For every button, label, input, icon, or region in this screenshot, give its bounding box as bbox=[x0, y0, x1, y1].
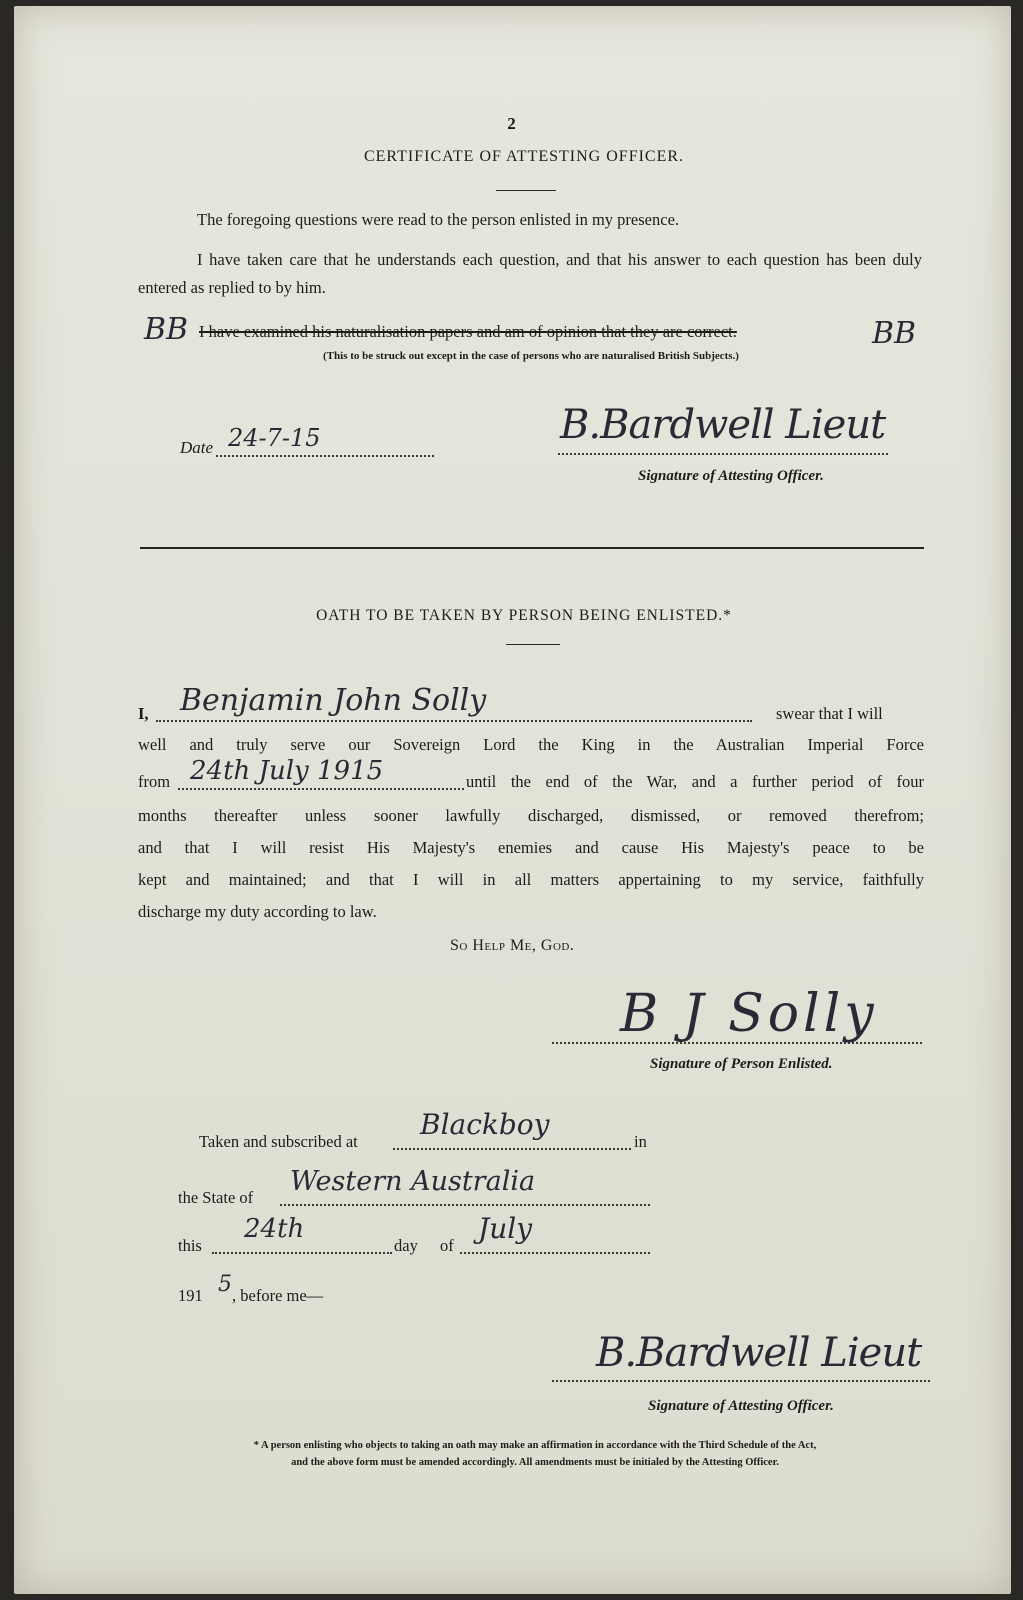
oath-line7: discharge my duty according to law. bbox=[138, 902, 377, 921]
certificate-para1: The foregoing questions were read to the person enlisted in my presence. bbox=[197, 210, 680, 229]
of-label: of bbox=[440, 1236, 454, 1255]
place-value: Blackboy bbox=[420, 1108, 550, 1141]
so-help-me-god: So Help Me, God. bbox=[450, 937, 575, 954]
certificate-title: CERTIFICATE OF ATTESTING OFFICER. bbox=[363, 148, 685, 165]
state-value: Western Australia bbox=[290, 1166, 536, 1197]
section-divider bbox=[140, 547, 924, 549]
day-value: 24th bbox=[244, 1214, 305, 1244]
oath-line6: kept and maintained; and that I will in all matters appertaining to my service, faithfully bbox=[138, 870, 924, 889]
oath-title-rule bbox=[506, 644, 560, 645]
year-digit: 5 bbox=[218, 1272, 232, 1297]
oath-line3-rest: until the end of the War, and a further period of four bbox=[466, 772, 924, 791]
name-dots bbox=[156, 720, 752, 722]
initials-left: BB bbox=[144, 312, 189, 347]
officer-signature-dots-2 bbox=[552, 1380, 930, 1382]
struck-note: (This to be struck out except in the case of persons who are naturalised British Subjects.) bbox=[323, 350, 739, 362]
day-label: day bbox=[394, 1236, 418, 1255]
date-dots bbox=[216, 455, 434, 457]
taken-label: Taken and subscribed at bbox=[199, 1132, 358, 1151]
before-me: , before me— bbox=[232, 1286, 324, 1305]
oath-i-label: I, bbox=[138, 704, 149, 723]
from-date: 24th July 1915 bbox=[190, 756, 384, 786]
from-date-dots bbox=[178, 788, 464, 790]
place-dots bbox=[393, 1148, 631, 1150]
month-dots bbox=[460, 1252, 650, 1254]
officer-signature-dots-1 bbox=[558, 453, 888, 455]
footnote-line2: and the above form must be amended accordingly. All amendments must be initialed by the Attesting Officer. bbox=[291, 1457, 779, 1468]
struck-naturalisation-line: I have examined his naturalisation papers and am of opinion that they are correct. bbox=[199, 322, 737, 341]
year-prefix: 191 bbox=[178, 1286, 203, 1305]
initials-right: BB bbox=[872, 316, 917, 351]
officer-signature-label-2: Signature of Attesting Officer. bbox=[648, 1398, 834, 1414]
date-value: 24-7-15 bbox=[228, 424, 321, 452]
officer-signature-label-1: Signature of Attesting Officer. bbox=[638, 468, 824, 484]
officer-signature-1: B.Bardwell Lieut bbox=[560, 402, 886, 448]
officer-signature-2: B.Bardwell Lieut bbox=[596, 1330, 922, 1376]
oath-from-label: from bbox=[138, 772, 171, 791]
oath-line5: and that I will resist His Majesty's enemies and cause His Majesty's peace to be bbox=[138, 838, 924, 857]
oath-line4: months thereafter unless sooner lawfully discharged, dismissed, or removed therefrom; bbox=[138, 806, 924, 825]
oath-title: OATH TO BE TAKEN BY PERSON BEING ENLISTED.* bbox=[316, 607, 732, 624]
certificate-para2: I have taken care that he understands each question, and that his answer to each question has been duly entered as replied to by him. bbox=[138, 250, 922, 297]
person-signature-label: Signature of Person Enlisted. bbox=[650, 1056, 833, 1072]
day-dots bbox=[212, 1252, 392, 1254]
enlisted-name: Benjamin John Solly bbox=[180, 683, 487, 718]
oath-swear: swear that I will bbox=[776, 704, 883, 723]
oath-line2: well and truly serve our Sovereign Lord the King in the Australian Imperial Force bbox=[138, 735, 924, 754]
month-value: July bbox=[478, 1212, 533, 1245]
in-label: in bbox=[634, 1132, 647, 1151]
person-signature: B J Solly bbox=[620, 984, 878, 1044]
page-number: 2 bbox=[507, 114, 516, 133]
footnote-line1: * A person enlisting who objects to taking an oath may make an affirmation in accordance with the Third Schedule of the Act, bbox=[253, 1440, 817, 1451]
date-label: Date bbox=[180, 438, 214, 457]
state-label: the State of bbox=[178, 1188, 254, 1207]
title-rule bbox=[496, 190, 556, 191]
state-dots bbox=[280, 1204, 650, 1206]
this-label: this bbox=[178, 1236, 202, 1255]
